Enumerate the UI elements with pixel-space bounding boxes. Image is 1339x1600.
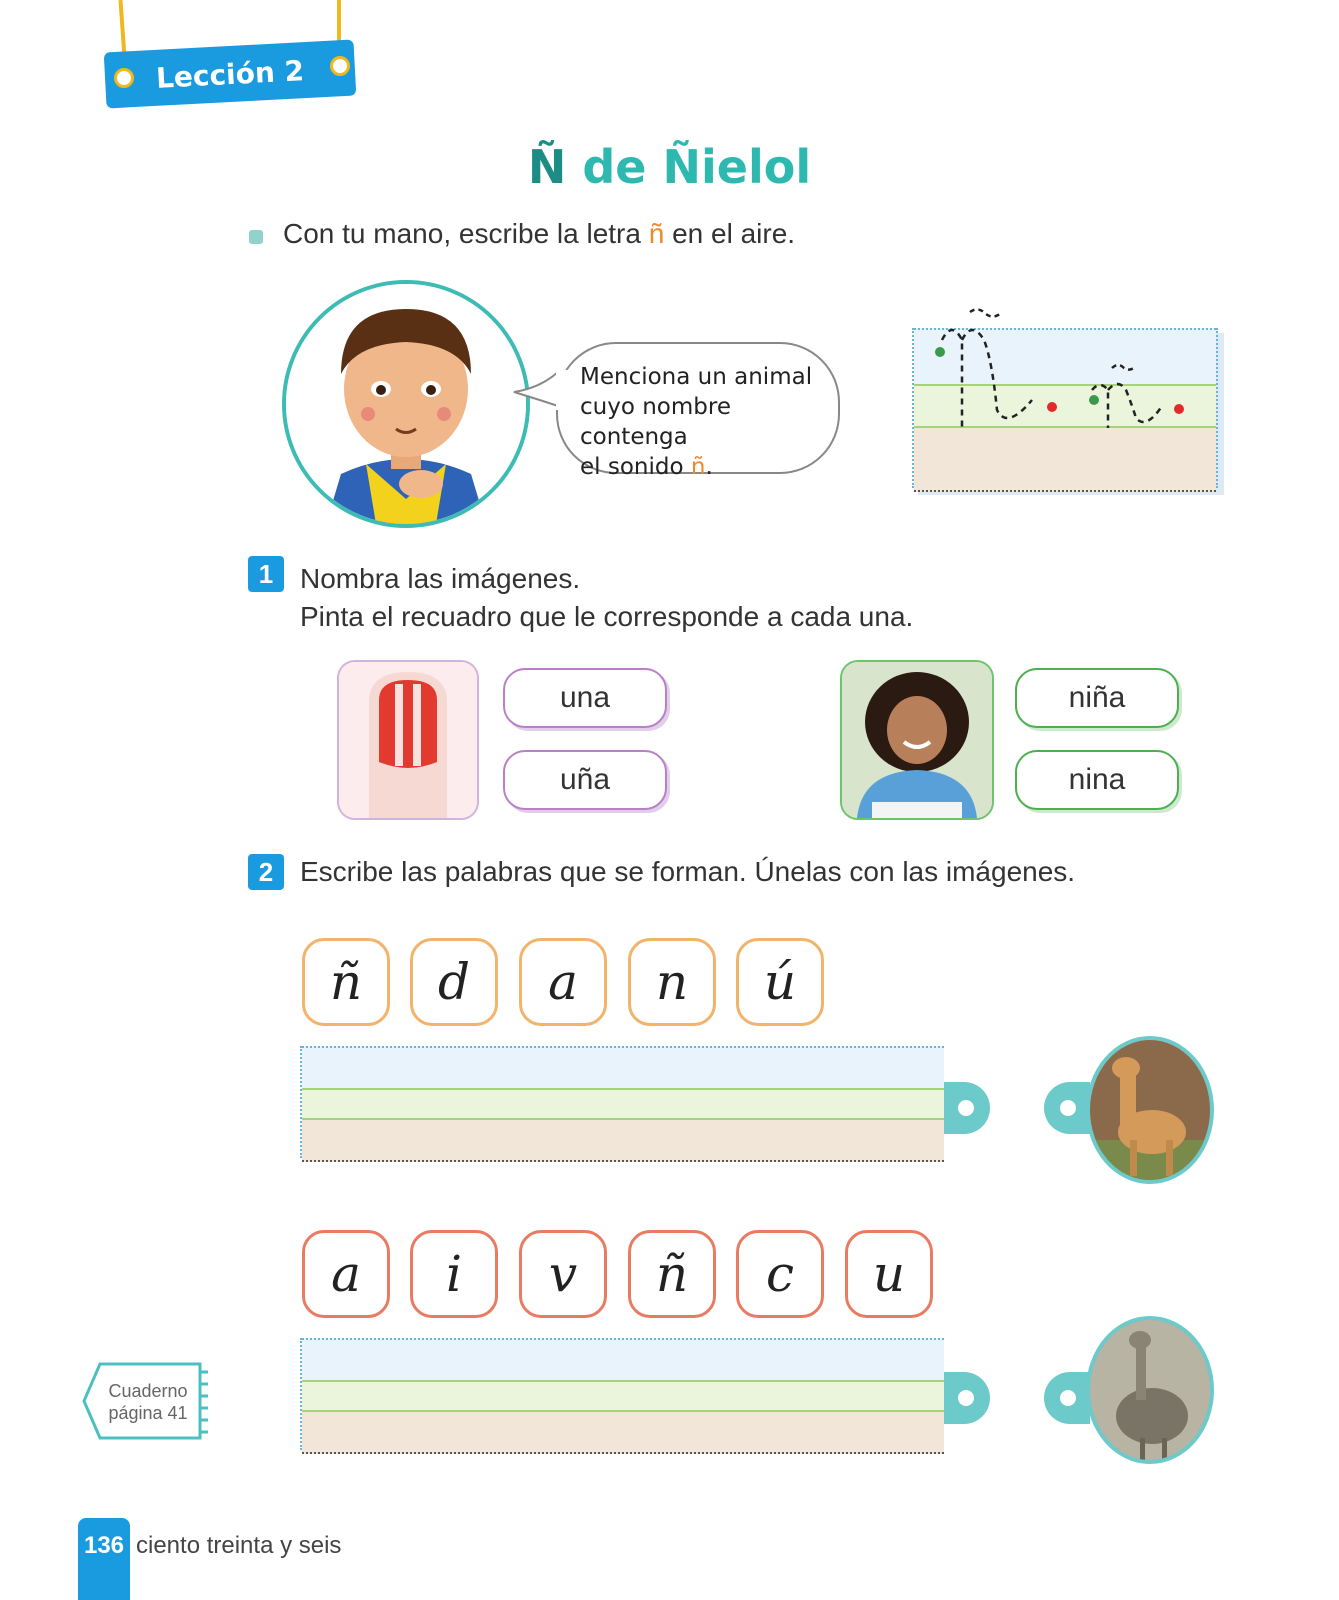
- connector-hole-icon: [958, 1100, 974, 1116]
- guanaco-photo: [1086, 1036, 1214, 1184]
- letter-tile: ú: [736, 938, 824, 1026]
- option-ninia[interactable]: niña: [1015, 668, 1179, 728]
- connector-left-2[interactable]: [1044, 1372, 1090, 1424]
- connector-hole-icon: [1060, 1390, 1076, 1406]
- nandu-illustration: [1090, 1320, 1210, 1460]
- writing-line-2-middle: [302, 1380, 944, 1412]
- tag-ring-right: [330, 56, 350, 76]
- bullet-icon: [249, 230, 263, 244]
- writing-line-2[interactable]: [300, 1338, 944, 1450]
- page-number: 136: [83, 1532, 125, 1559]
- option-una-enie[interactable]: uña: [503, 750, 667, 810]
- letter-tile: ñ: [628, 1230, 716, 1318]
- letter-tile: c: [736, 1230, 824, 1318]
- speech-bubble-tail: [510, 370, 570, 410]
- boy-illustration: [286, 284, 526, 524]
- option-nina[interactable]: nina: [1015, 750, 1179, 810]
- letter-tile: a: [519, 938, 607, 1026]
- speech-line-3-text: el sonido: [580, 454, 684, 480]
- guanaco-illustration: [1090, 1040, 1210, 1180]
- workbook-reference-text: [98, 1380, 198, 1424]
- workbook-page: página 41: [108, 1403, 188, 1423]
- speech-line-2: cuyo nombre contenga: [580, 394, 731, 450]
- connector-right-1[interactable]: [944, 1082, 990, 1134]
- speech-line-3: [580, 452, 840, 482]
- nandu-photo: [1086, 1316, 1214, 1464]
- activity-1-instruction: [300, 560, 913, 636]
- writing-line-1[interactable]: [300, 1046, 944, 1158]
- lesson-tag: [104, 39, 357, 108]
- instruction-letter: ñ: [648, 218, 665, 249]
- writing-line-2-top: [302, 1338, 944, 1380]
- girl-illustration: [842, 662, 992, 818]
- writing-line-1-middle: [302, 1088, 944, 1120]
- activity-2-number: 2: [248, 854, 284, 890]
- boy-avatar: [282, 280, 530, 528]
- letter-tile: ñ: [302, 938, 390, 1026]
- speech-line-3-letter: ñ: [690, 454, 706, 480]
- page-title: [0, 140, 1339, 194]
- option-una[interactable]: una: [503, 668, 667, 728]
- writing-line-1-top: [302, 1046, 944, 1088]
- writing-line-2-bottom: [302, 1412, 944, 1454]
- connector-hole-icon: [1060, 1100, 1076, 1116]
- letter-tile: i: [410, 1230, 498, 1318]
- instruction-text-after: en el aire.: [672, 218, 796, 249]
- speech-text: [580, 362, 840, 482]
- page-number-words: ciento treinta y seis: [136, 1532, 342, 1559]
- activity-1-number: 1: [248, 556, 284, 592]
- letter-tile: n: [628, 938, 716, 1026]
- connector-hole-icon: [958, 1390, 974, 1406]
- connector-left-1[interactable]: [1044, 1082, 1090, 1134]
- instruction-text-before: Con tu mano, escribe la letra: [283, 218, 641, 249]
- girl-image: [840, 660, 994, 820]
- tag-ring-left: [114, 68, 134, 88]
- activity-2-instruction: Escribe las palabras que se forman. Únelas con las imágenes.: [300, 856, 1076, 887]
- letter-tile: d: [410, 938, 498, 1026]
- speech-line-3-period: .: [705, 454, 713, 480]
- letter-tile: v: [519, 1230, 607, 1318]
- letter-tile: a: [302, 1230, 390, 1318]
- title-rest: de Ñielol: [582, 140, 812, 194]
- title-letter: Ñ: [527, 140, 567, 194]
- letter-tile: u: [845, 1230, 933, 1318]
- page-number-tab: [78, 1518, 130, 1600]
- lesson-label: Lección 2: [155, 53, 305, 95]
- writing-line-1-bottom: [302, 1120, 944, 1162]
- activity-1-line-1: Nombra las imágenes.: [300, 563, 581, 594]
- nail-image: [337, 660, 479, 820]
- letter-n-tracing-strokes: [912, 300, 1218, 440]
- activity-1-line-2: Pinta el recuadro que le corresponde a cada una.: [300, 601, 914, 632]
- speech-line-1: Menciona un animal: [580, 364, 813, 390]
- workbook-label: Cuaderno: [108, 1381, 188, 1401]
- connector-right-2[interactable]: [944, 1372, 990, 1424]
- nail-illustration: [339, 662, 477, 818]
- intro-instruction: [283, 218, 795, 250]
